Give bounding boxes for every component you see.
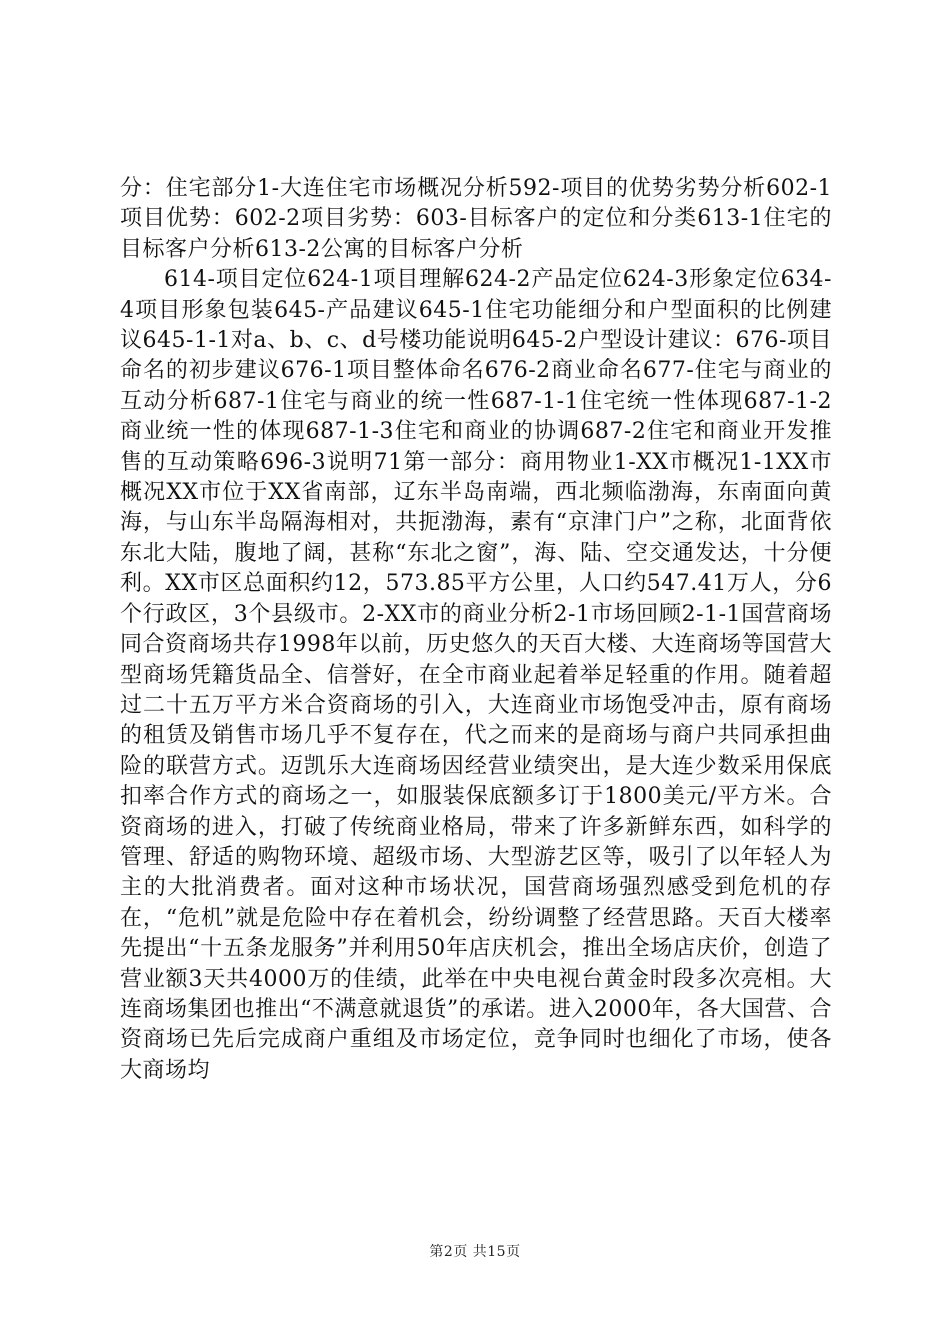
page-footer: 第2页 共15页 [429,1244,521,1260]
paragraph-main: 614-项目定位624-1项目理解624-2产品定位624-3形象定位634-4项目形象包装645-产品建议645-1住宅功能细分和户型面积的比例建议645-1-1对a、b、c、d号楼功能说明645-2户型设计建议：676-项目命名的初步建议676-1项目整体命名676-2商业命名677-住宅与商业的互动分析687-1住宅与商业的统一性687-1-1住宅统一性体现687-1-2商业统一性的体现687-1-3住宅和商业的协调687-2住宅和商业开发推售的互动策略696-3说明71第一部分：商用物业1-XX市概况1-1XX市概况XX市位于XX省南部，辽东半岛南端，西北频临渤海，东南面向黄海，与山东半岛隔海相对，共扼渤海，素有“京津门户”之称，北面背依东北大陆，腹地了阔，甚称“东北之窗”，海、陆、空交通发达，十分便利。XX市区总面积约12，573.85平方公里，人口约547.41万人，分6个行政区，3个县级市。2-XX市的商业分析2-1市场回顾2-1-1国营商场同合资商场共存1998年以前，历史悠久的天百大楼、大连商场等国营大型商场凭籍货品全、信誉好，在全市商业起着举足轻重的作用。随着超过二十五万平方米合资商场的引入，大连商业市场饱受冲击，原有商场的租赁及销售市场几乎不复存在，代之而来的是商场与商户共同承担曲险的联营方式。迈凯乐大连商场因经营业绩突出，是大连少数采用保底扣率合作方式的商场之一，如服装保底额多订于1800美元/平方米。合资商场的进入，打破了传统商业格局，带来了许多新鲜东西，如科学的管理、舒适的购物环境、超级市场、大型游艺区等，吸引了以年轻人为主的大批消费者。面对这种市场状况，国营商场强烈感受到危机的存在，“危机”就是危险中存在着机会，纷纷调整了经营思路。天百大楼率先提出“十五条龙服务”并利用50年店庆机会，推出全场店庆价，创造了营业额3天共4000万的佳绩，此举在中央电视台黄金时段多次亮相。大连商场集团也推出“不满意就退货”的承诺。进入2000年，各大国营、合资商场已先后完成商户重组及市场定位，竞争同时也细化了市场，使各大商场均 [120,267,832,1083]
paragraph-toc-continuation: 分：住宅部分1-大连住宅市场概况分析592-项目的优势劣势分析602-1项目优势：602-2项目劣势：603-目标客户的定位和分类613-1住宅的目标客户分析613-2公寓的目标客户分析 [120,176,832,262]
body-text [120,174,832,1086]
